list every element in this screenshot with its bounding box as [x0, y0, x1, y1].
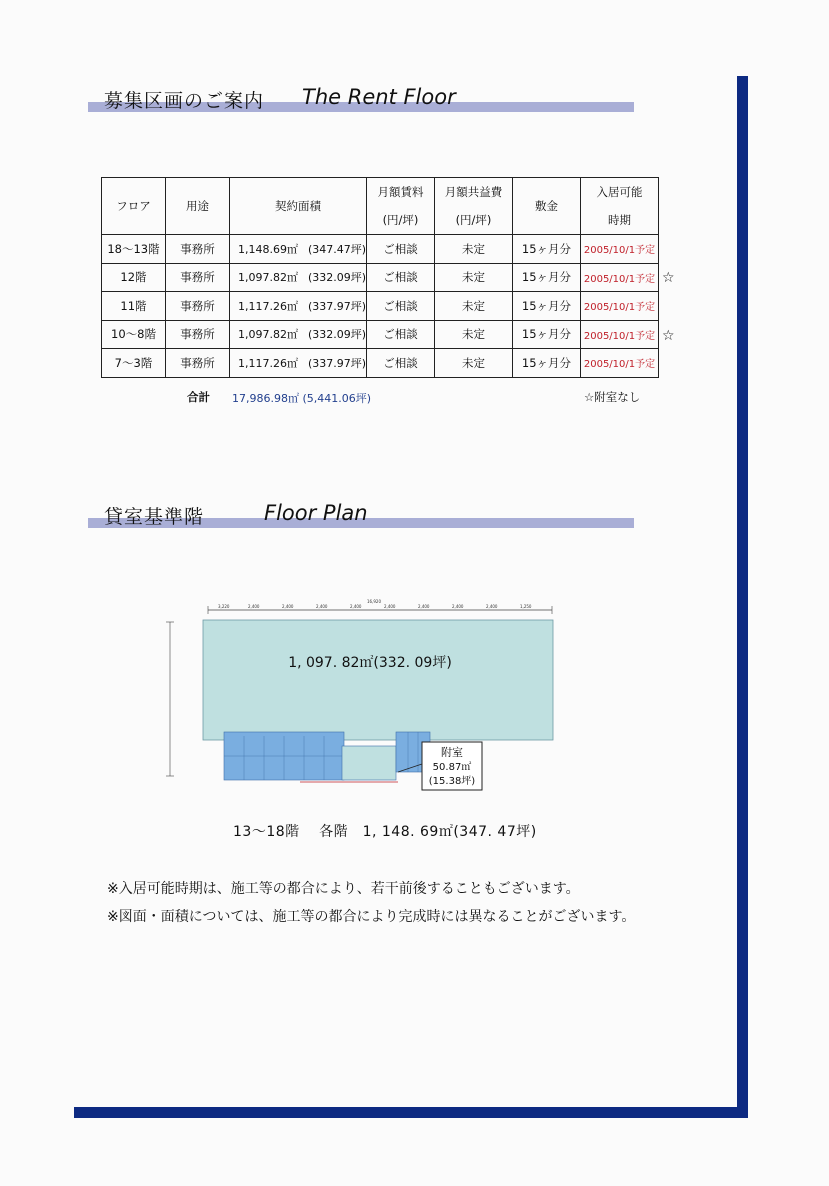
annex-label: 附室	[441, 746, 463, 759]
cell-move-in: 2005/10/1予定	[581, 235, 659, 264]
cell-area	[230, 320, 367, 349]
star-mark-10-8f: ☆	[662, 328, 675, 344]
rent-floor-title-jp: 募集区画のご案内	[104, 90, 265, 112]
area-m2: 1,148.69㎡	[238, 242, 298, 256]
header-area: 契約面積	[230, 178, 367, 235]
cell-deposit: 15ヶ月分	[513, 349, 581, 378]
cell-common: 未定	[435, 263, 513, 292]
table-row	[102, 292, 659, 321]
floor-caption: 13〜18階 各階 1, 148. 69㎡(347. 47坪)	[233, 824, 537, 840]
rent-floor-title-en: The Rent Floor	[302, 85, 456, 109]
dimension-label: 2,400	[248, 604, 260, 609]
table-row	[102, 263, 659, 292]
table-row	[102, 320, 659, 349]
dimension-label: 1,250	[520, 604, 532, 609]
header-use: 用途	[166, 178, 230, 235]
header-floor: フロア	[102, 178, 166, 235]
floor-plan-drawing	[160, 596, 560, 796]
main-area-label: 1, 097. 82㎡(332. 09坪)	[288, 655, 452, 671]
cell-move-in: 2005/10/1予定	[581, 349, 659, 378]
cell-use: 事務所	[166, 263, 230, 292]
dimension-label: 2,400	[418, 604, 430, 609]
annex-tsubo: (15.38坪)	[428, 776, 476, 787]
area-m2: 1,097.82㎡	[238, 271, 298, 285]
cell-common: 未定	[435, 320, 513, 349]
note-move-in: ※入居可能時期は、施工等の都合により、若干前後することもございます。	[107, 881, 580, 897]
dimension-label: 2,400	[384, 604, 396, 609]
cell-move-in: 2005/10/1予定	[581, 292, 659, 321]
floor-plan-title-en: Floor Plan	[264, 501, 368, 525]
annex-area: 50.87㎡	[432, 762, 472, 773]
cell-floor: 7〜3階	[102, 349, 166, 378]
table-header-row	[102, 178, 659, 207]
cell-use: 事務所	[166, 320, 230, 349]
dimension-label: 2,400	[316, 604, 328, 609]
annex-room	[342, 746, 396, 780]
cell-deposit: 15ヶ月分	[513, 263, 581, 292]
cell-area	[230, 292, 367, 321]
dimension-total: 16,920	[367, 599, 381, 604]
dimension-label: 2,400	[282, 604, 294, 609]
header-deposit: 敷金	[513, 178, 581, 235]
cell-deposit: 15ヶ月分	[513, 292, 581, 321]
cell-area	[230, 235, 367, 264]
header-rent-unit: (円/坪)	[367, 206, 435, 235]
cell-deposit: 15ヶ月分	[513, 235, 581, 264]
cell-rent: ご相談	[367, 292, 435, 321]
table-row	[102, 349, 659, 378]
cell-rent: ご相談	[367, 263, 435, 292]
cell-area	[230, 349, 367, 378]
cell-use: 事務所	[166, 349, 230, 378]
cell-move-in: 2005/10/1予定	[581, 263, 659, 292]
office-floor-area	[203, 620, 553, 740]
note-drawing: ※図面・面積については、施工等の都合により完成時には異なることがございます。	[107, 909, 636, 925]
cell-deposit: 15ヶ月分	[513, 320, 581, 349]
area-tsubo: (332.09坪)	[307, 328, 367, 342]
cell-floor: 12階	[102, 263, 166, 292]
floor-plan-title-jp: 貸室基準階	[104, 506, 205, 528]
dimension-label: 3,220	[218, 604, 230, 609]
rent-floor-heading	[88, 82, 634, 122]
header-move-in-2: 時期	[581, 206, 659, 235]
area-m2: 1,117.26㎡	[238, 356, 298, 370]
cell-use: 事務所	[166, 235, 230, 264]
dimension-label: 2,400	[452, 604, 464, 609]
area-tsubo: (347.47坪)	[307, 242, 367, 256]
dimension-labels	[218, 604, 532, 609]
header-common-unit: (円/坪)	[435, 206, 513, 235]
cell-floor: 10〜8階	[102, 320, 166, 349]
cell-rent: ご相談	[367, 235, 435, 264]
area-tsubo: (332.09坪)	[307, 271, 367, 285]
star-mark-12f: ☆	[662, 270, 675, 286]
header-move-in: 入居可能	[581, 178, 659, 207]
cell-rent: ご相談	[367, 320, 435, 349]
cell-common: 未定	[435, 292, 513, 321]
cell-floor: 11階	[102, 292, 166, 321]
table-row	[102, 235, 659, 264]
cell-area	[230, 263, 367, 292]
area-m2: 1,117.26㎡	[238, 299, 298, 313]
header-rent: 月額賃料	[367, 178, 435, 207]
dimension-label: 2,400	[350, 604, 362, 609]
rent-table	[101, 177, 659, 378]
header-common: 月額共益費	[435, 178, 513, 207]
page-frame-right	[737, 76, 748, 1118]
area-m2: 1,097.82㎡	[238, 328, 298, 342]
area-tsubo: (337.97坪)	[307, 356, 367, 370]
annex-note: ☆附室なし	[584, 390, 641, 404]
cell-common: 未定	[435, 349, 513, 378]
total-value: 17,986.98㎡ (5,441.06坪)	[232, 392, 372, 405]
cell-move-in: 2005/10/1予定	[581, 320, 659, 349]
floor-plan-heading	[88, 498, 634, 538]
dimension-label: 2,400	[486, 604, 498, 609]
cell-rent: ご相談	[367, 349, 435, 378]
cell-use: 事務所	[166, 292, 230, 321]
total-label: 合計	[187, 390, 210, 404]
page-frame-bottom	[74, 1107, 748, 1118]
cell-floor: 18〜13階	[102, 235, 166, 264]
cell-common: 未定	[435, 235, 513, 264]
area-tsubo: (337.97坪)	[307, 299, 367, 313]
